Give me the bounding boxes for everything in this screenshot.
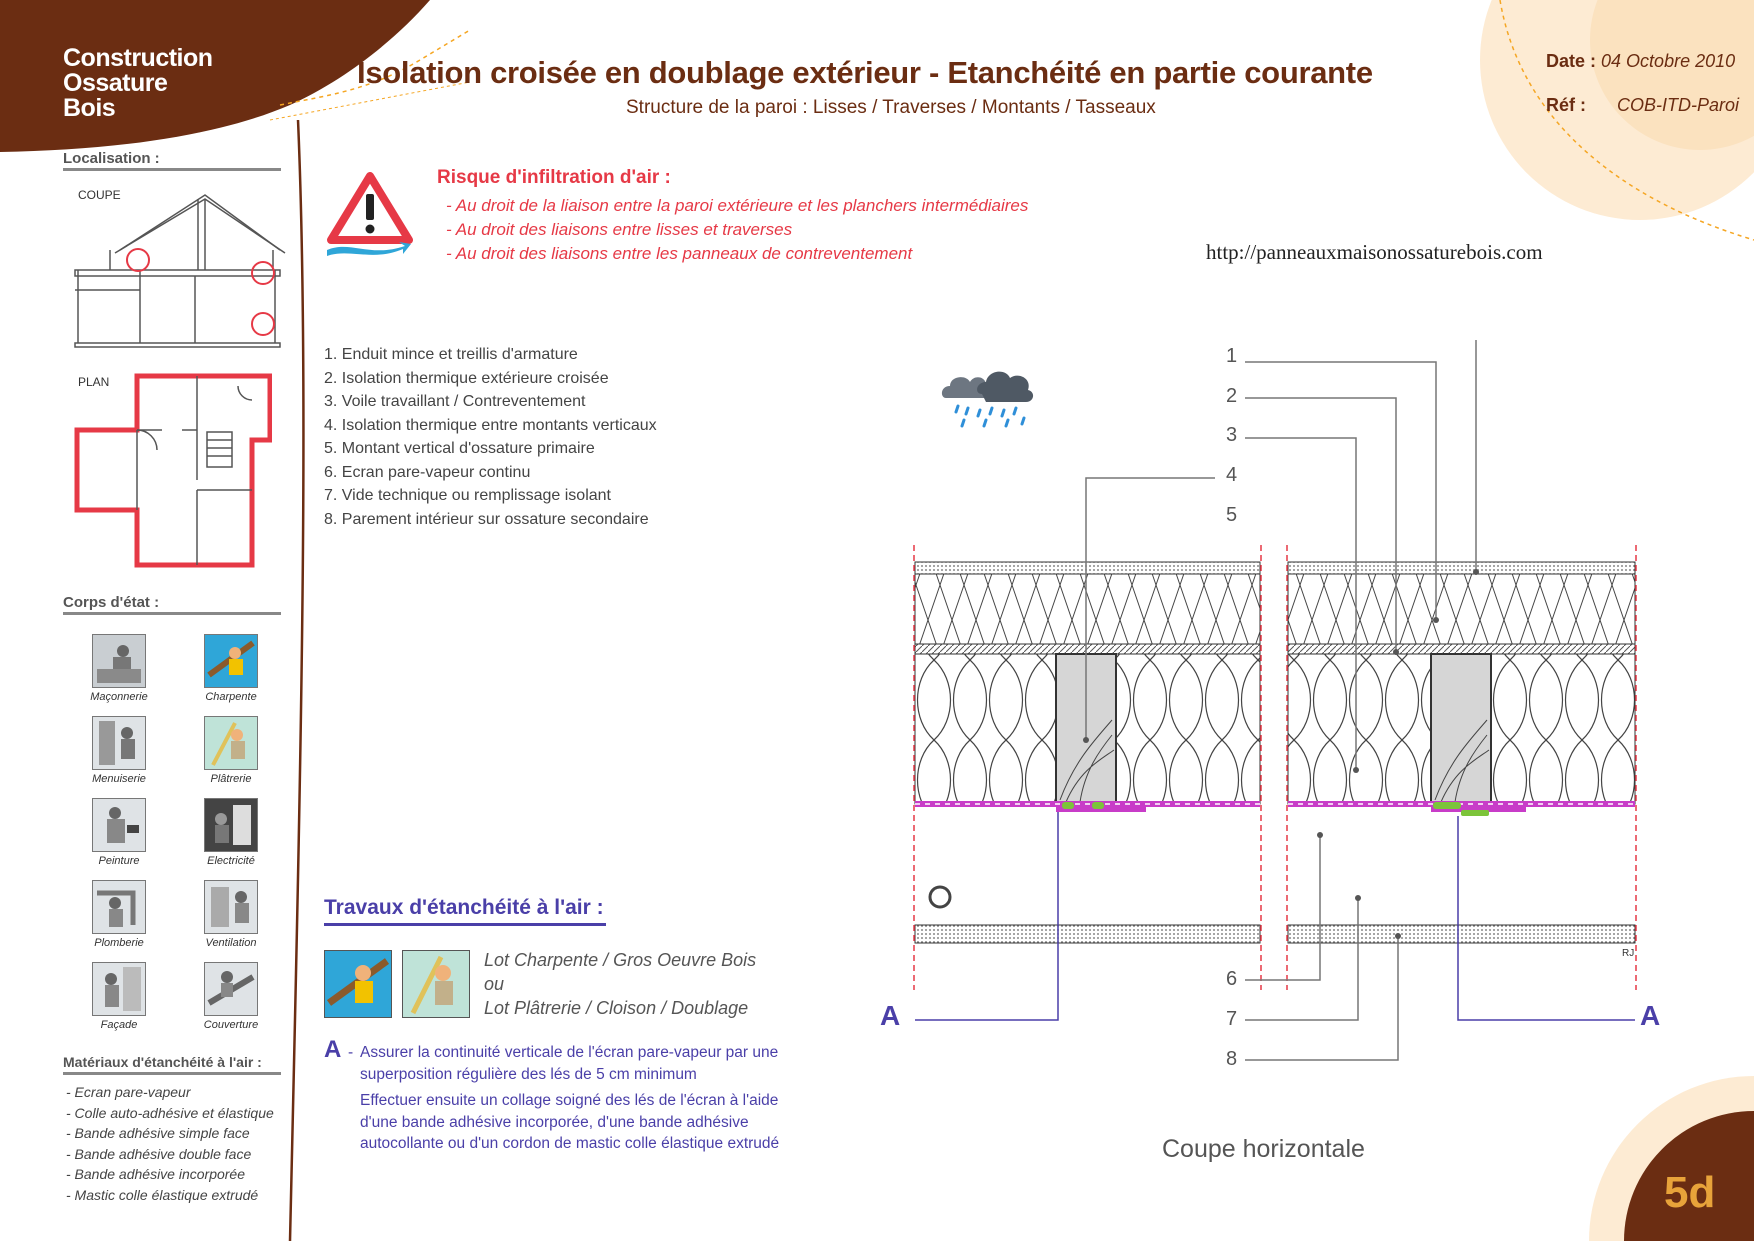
brand-line-2: Ossature	[63, 69, 168, 97]
legend-item: 5. Montant vertical d'ossature primaire	[324, 440, 595, 457]
trade-label: Ventilation	[205, 937, 257, 949]
materiaux-list	[66, 1082, 274, 1205]
materiaux-item: - Bande adhésive double face	[66, 1145, 252, 1162]
risk-item-1: - Au droit de la liaison entre la paroi extérieure et les planchers intermédiaires	[446, 196, 1029, 215]
note-a-line: Effectuer ensuite un collage soigné des lés de l'écran à l'aide	[360, 1092, 779, 1109]
painter-icon	[92, 798, 146, 852]
trade-label: Menuiserie	[92, 773, 146, 785]
electrician-icon	[204, 798, 258, 852]
materiaux-item: - Bande adhésive simple face	[66, 1125, 250, 1141]
trade-couverture	[175, 962, 287, 1044]
brand-line-3: Bois	[63, 94, 116, 122]
legend-item: 4. Isolation thermique entre montants verticaux	[324, 416, 657, 434]
trade-facade	[63, 962, 175, 1044]
trade-label: Plâtrerie	[210, 773, 252, 785]
corps-heading: Corps d'état :	[63, 594, 160, 611]
lot-2: Lot Plâtrerie / Cloison / Doublage	[484, 998, 749, 1018]
lot-text	[484, 948, 756, 1020]
materiaux-item: - Mastic colle élastique extrudé	[66, 1186, 259, 1203]
ref-label: Réf :	[1546, 95, 1586, 115]
page-number: 5d	[1664, 1168, 1716, 1217]
section-marker-right: A	[1640, 1000, 1661, 1031]
trade-peinture	[63, 798, 175, 880]
trade-label: Maçonnerie	[90, 691, 148, 703]
carpenter-lot-icon	[324, 950, 392, 1018]
wall-panel-right	[1288, 562, 1635, 943]
risk-item-2: - Au droit des liaisons entre lisses et traverses	[446, 220, 793, 239]
trade-charpente	[175, 634, 287, 716]
legend-item: 6. Ecran pare-vapeur continu	[324, 463, 531, 481]
joiner-icon	[92, 716, 146, 770]
callout-6: 6	[1226, 968, 1238, 990]
localisation-heading: Localisation :	[63, 150, 160, 167]
legend-item: 1. Enduit mince et treillis d'armature	[324, 346, 578, 363]
ventilation-icon	[204, 880, 258, 934]
note-a-line: d'une bande adhésive incorporée, d'une bande adhésive	[360, 1113, 749, 1131]
plasterer-lot-icon	[402, 950, 470, 1018]
legend-item: 8. Parement intérieur sur ossature secondaire	[324, 510, 649, 528]
legend-item: 7. Vide technique ou remplissage isolant	[324, 487, 611, 504]
lot-1: Lot Charpente / Gros Oeuvre Bois	[484, 950, 757, 970]
corps-rule	[63, 612, 281, 615]
callout-1: 1	[1226, 345, 1238, 367]
wall-panel-left	[915, 562, 1260, 943]
brand-title	[63, 46, 213, 121]
ref-value: COB-ITD-Paroi	[1617, 95, 1740, 115]
component-legend	[324, 343, 657, 531]
materiaux-item: - Colle auto-adhésive et élastique	[66, 1104, 274, 1121]
coupe-label: COUPE	[78, 188, 121, 202]
callout-4: 4	[1226, 464, 1238, 486]
note-a-letter: A	[324, 1036, 342, 1063]
note-a-line: superposition régulière des lés de 5 cm minimum	[360, 1065, 697, 1083]
note-a-text	[360, 1042, 779, 1155]
plumber-icon	[92, 880, 146, 934]
drawing-caption: Coupe horizontale	[1162, 1135, 1365, 1163]
risk-item-3: - Au droit des liaisons entre les panneaux de contreventement	[446, 244, 913, 263]
trade-label: Façade	[100, 1019, 138, 1031]
callout-3: 3	[1226, 424, 1238, 446]
note-a-line: autocollante ou d'un cordon de mastic colle élastique extrudé	[360, 1135, 780, 1152]
callout-2: 2	[1226, 385, 1238, 407]
house-plan-drawing	[72, 370, 272, 570]
mason-icon	[92, 634, 146, 688]
date-field	[1546, 51, 1735, 72]
callout-8: 8	[1226, 1048, 1238, 1070]
note-a-line: Assurer la continuité verticale de l'écran pare-vapeur par une	[360, 1044, 779, 1061]
carpenter-icon	[204, 634, 258, 688]
legend-item: 3. Voile travaillant / Contreventement	[324, 393, 586, 410]
note-a-dash: -	[348, 1044, 354, 1061]
facade-icon	[92, 962, 146, 1016]
trade-label: Peinture	[98, 855, 140, 867]
air-heading: Travaux d'étanchéité à l'air :	[324, 896, 604, 919]
page-subtitle: Structure de la paroi : Lisses / Traverses / Montants / Tasseaux	[626, 97, 1156, 118]
plasterer-icon	[204, 716, 258, 770]
risk-heading: Risque d'infiltration d'air :	[437, 167, 671, 188]
trade-ventilation	[175, 880, 287, 962]
horizontal-section-drawing	[880, 340, 1680, 1080]
trade-label: Plomberie	[94, 937, 144, 949]
warning-icon	[325, 172, 415, 262]
date-label: Date :	[1546, 51, 1597, 71]
callout-7: 7	[1226, 1008, 1238, 1030]
materiaux-rule	[63, 1072, 281, 1075]
trade-label: Charpente	[205, 691, 257, 703]
trade-plomberie	[63, 880, 175, 962]
air-heading-rule	[324, 923, 606, 926]
page-title: Isolation croisée en doublage extérieur - Etanchéité en partie courante	[357, 55, 1373, 90]
trades-grid	[63, 634, 287, 1044]
ref-field	[1546, 95, 1739, 116]
trade-label: Couverture	[203, 1019, 259, 1031]
website-url[interactable]: http://panneauxmaisonossaturebois.com	[1206, 240, 1543, 264]
brand-line-1: Construction	[63, 44, 213, 72]
drawing-signature: RJ	[1622, 948, 1635, 959]
trade-menuiserie	[63, 716, 175, 798]
trade-maconnerie	[63, 634, 175, 716]
lot-or: ou	[484, 974, 505, 994]
section-marker-left: A	[880, 1000, 901, 1031]
callout-5: 5	[1226, 504, 1238, 526]
house-section-drawing	[70, 185, 290, 350]
trade-label: Electricité	[207, 855, 255, 867]
localisation-rule	[63, 168, 281, 171]
materiaux-item: - Ecran pare-vapeur	[66, 1084, 191, 1100]
materiaux-heading: Matériaux d'étanchéité à l'air :	[63, 1054, 262, 1070]
trade-electricite	[175, 798, 287, 880]
roofer-icon	[204, 962, 258, 1016]
legend-item: 2. Isolation thermique extérieure croisée	[324, 369, 609, 387]
date-value: 04 Octobre 2010	[1601, 51, 1736, 71]
materiaux-item: - Bande adhésive incorporée	[66, 1166, 246, 1182]
plan-label: PLAN	[78, 375, 110, 389]
trade-platrerie	[175, 716, 287, 798]
